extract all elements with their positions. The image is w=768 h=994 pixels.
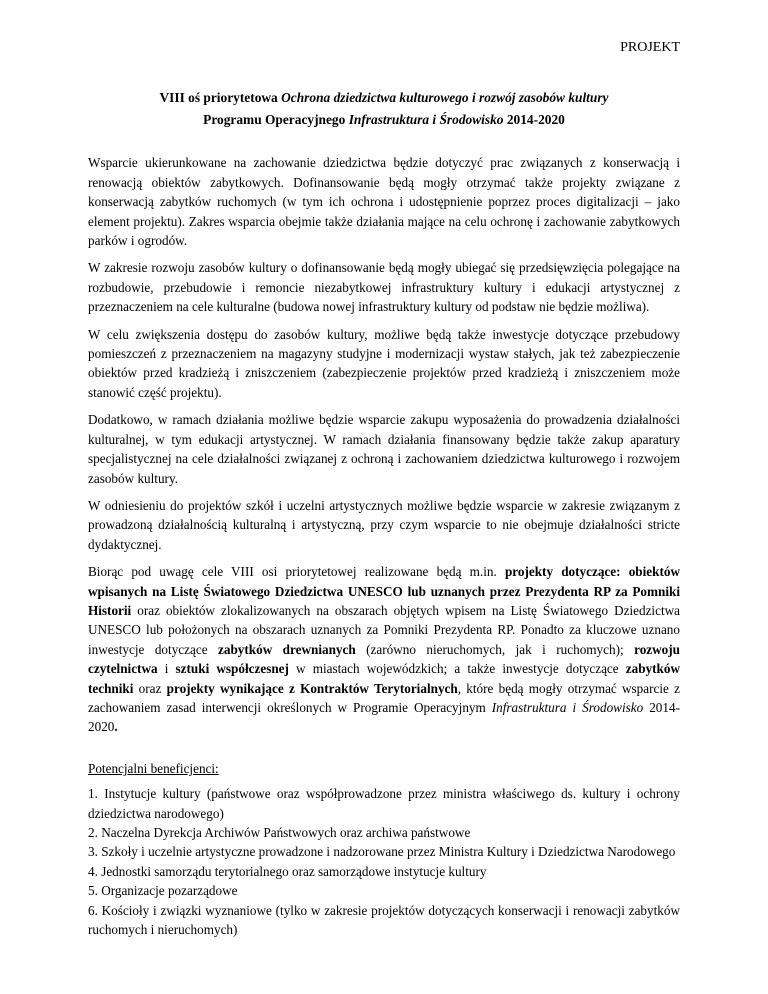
list-item: 5. Organizacje pozarządowe <box>88 883 238 899</box>
title-italic: Infrastruktura i Środowisko <box>348 112 504 128</box>
title-text: Programu Operacyjnego <box>203 112 349 128</box>
title-text: 2014-2020 <box>503 112 565 128</box>
paragraph-4: Dodatkowo, w ramach działania możliwe będzie wsparcie zakupu wyposażenia do prowadzenia działalności kulturalnej, w tym edukacji artystycznej. W ramach działania finansowany będzie także zakup aparatury specjalistycznej na cele działalności związanej z ochroną i zachowaniem dziedzictwa kulturowego i rozwojem zasobów kultury. <box>88 412 680 486</box>
title-italic: Ochrona dziedzictwa kulturowego i rozwój zasobów kultury <box>281 90 609 106</box>
list-item: 1. Instytucje kultury (państwowe oraz współprowadzone przez ministra właściwego ds. kultury i ochrony dziedzictwa narodowego) <box>88 786 680 821</box>
list-item: 6. Kościoły i związki wyznaniowe (tylko w zakresie projektów dotyczących konserwacji i renowacji zabytków ruchomych i nieruchomych) <box>88 902 680 938</box>
paragraph-3: W celu zwiększenia dostępu do zasobów kultury, możliwe będą także inwestycje dotyczące przebudowy pomieszczeń z przeznaczeniem na magazyny studyjne i modernizacji wystaw stałych, jak też zabezpieczenie obiektów przed kradzieżą i zniszczeniem (zabezpieczenie projektów przed kradzieżą i zniszczeniem może stanowić część projektu). <box>88 326 680 400</box>
beneficiaries-list <box>88 784 680 939</box>
bold-text: rozwoju czytelnictwa <box>88 641 680 677</box>
list-item: 2. Naczelna Dyrekcja Archiwów Państwowych oraz archiwa państwowe <box>88 825 471 840</box>
title-line-2 <box>88 109 680 131</box>
beneficiaries-heading: Potencjalni beneficjenci: <box>88 760 219 776</box>
italic-text: Infrastruktura i Środowisko <box>491 699 644 715</box>
paragraph-6: Biorąc pod uwagę cele VIII osi priorytetowej realizowane będą m.in. projekty dotyczące: obiektów wpisanych na Listę Światowego Dziedzictwa UNESCO lub uznanych przez Prezydenta RP za Pomniki Historii oraz obiektów zlokalizowanych na obszarach objętych wpisem na Listę Światowego Dziedzictwa UNESCO lub położonych na obszarach uznanych za Pomniki Prezydenta RP. Ponadto za kluczowe uznano inwestycje dotyczące zabytków drewnianych (zarówno nieruchomych, jak i ruchomych); rozwoju czytelnictwa i sztuki współczesnej w miastach wojewódzkich; a także inwestycje dotyczące zabytków techniki oraz projekty wynikające z Kontraktów Terytorialnych, które będą mogły otrzymać wsparcie z zachowaniem zasad interwencji określonych w Programie Operacyjnym Infrastruktura i Środowisko 2014-2020. <box>88 564 680 735</box>
paragraph-2: W zakresie rozwoju zasobów kultury o dofinansowanie będą mogły ubiegać się przedsięwzięcia polegające na rozbudowie, przebudowie i remoncie niezabytkowej infrastruktury kultury i edukacji artystycznej z przeznaczeniem na cele kulturalne (budowa nowej infrastruktury kultury od podstaw nie będzie możliwa). <box>88 260 680 315</box>
bold-text: zabytków drewnianych <box>218 641 356 657</box>
title-line-1 <box>88 87 680 109</box>
title-text: VIII oś priorytetowa <box>159 90 282 106</box>
paragraph-1: Wsparcie ukierunkowane na zachowanie dziedzictwa będzie dotyczyć prac związanych z konserwacją i renowacją obiektów zabytkowych. Dofinansowanie będą mogły otrzymać także projekty związane z konserwacją zabytków ruchomych (w tym ich ochrona i udostępnienie poprzez proces digitalizacji – jako element projektu). Zakres wsparcia obejmie także działania mające na celu ochronę i zachowanie zabytkowych parków i ogrodów. <box>88 155 680 249</box>
list-item: 3. Szkoły i uczelnie artystyczne prowadzone i nadzorowane przez Ministra Kultury i Dziedzictwa Narodowego <box>88 844 676 860</box>
list-item: 4. Jednostki samorządu terytorialnego oraz samorządowe instytucje kultury <box>88 863 487 879</box>
bold-text: zabytków techniki <box>88 661 680 696</box>
paragraph-5: W odniesieniu do projektów szkół i uczelni artystycznych możliwe będzie wsparcie w zakresie związanym z prowadzoną działalnością kulturalną i artystyczną, przy czym wsparcie to nie obejmuje działalności stricte dydaktycznej. <box>88 497 680 552</box>
bold-text: projekty dotyczące: obiektów wpisanych na Listę Światowego Dziedzictwa UNESCO lub uznanych przez Prezydenta RP za Pomniki Historii <box>88 564 680 618</box>
document-title <box>88 87 680 131</box>
bold-text: sztuki współczesnej <box>175 661 289 677</box>
project-label: PROJEKT <box>620 40 680 55</box>
bold-text: projekty wynikające z Kontraktów Terytorialnych <box>166 680 458 696</box>
